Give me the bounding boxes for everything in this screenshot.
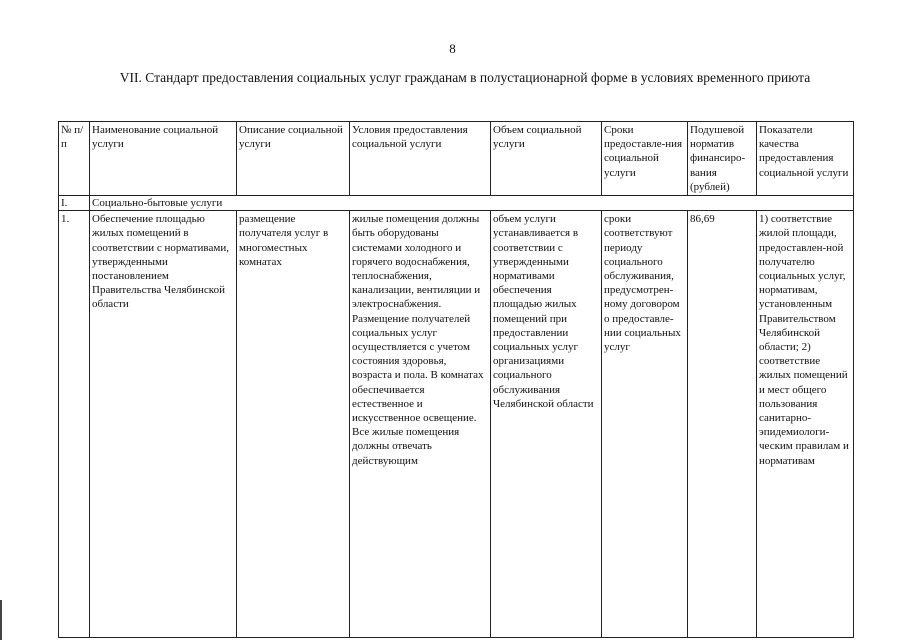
header-conditions: Условия предоставления социальной услуги xyxy=(350,122,491,196)
header-description: Описание социальной услуги xyxy=(237,122,350,196)
row-service-name: Обеспечение площадью жилых помещений в соответствии с нормативами, утвержденными постановлением Правительства Челябинской области xyxy=(90,211,237,638)
document-title: VII. Стандарт предоставления социальных услуг гражданам в полустационарной форме в условиях временного приюта xyxy=(119,70,811,85)
header-number: № п/п xyxy=(59,122,90,196)
section-row xyxy=(59,196,854,211)
row-funding-norm: 86,69 xyxy=(688,211,757,638)
header-service-name: Наименование социальной услуги xyxy=(90,122,237,196)
header-quality-indicators: Показатели качества предоставления социальной услуги xyxy=(757,122,854,196)
row-term: сроки соответствуют периоду социального обслуживания, предусмотрен-ному договором о предоставле-нии социальных услуг xyxy=(602,211,688,638)
row-description: размещение получателя услуг в многоместных комнатах xyxy=(237,211,350,638)
header-funding-norm: Подушевой норматив финансиро-вания (рублей) xyxy=(688,122,757,196)
section-name: Социально-бытовые услуги xyxy=(90,196,854,211)
header-volume: Объем социальной услуги xyxy=(491,122,602,196)
row-conditions: жилые помещения должны быть оборудованы системами холодного и горячего водоснабжения, теплоснабжения, канализации, вентиляции и электроснабжения. Размещение получателей социальных услуг осуществляется с учетом состояния здоровья, возраста и пола. В комнатах обеспечивается естественное и искусственное освещение. Все жилые помещения должны отвечать действующим xyxy=(350,211,491,638)
header-term: Сроки предоставле-ния социальной услуги xyxy=(602,122,688,196)
row-quality-indicators: 1) соответствие жилой площади, предоставлен-ной получателю социальных услуг, нормативам, установленным Правительством Челябинской области; 2) соответствие жилых помещений и мест общего пользования санитарно-эпидемиологи-ческим правилам и нормативам xyxy=(757,211,854,638)
scan-edge-mark xyxy=(0,600,2,640)
table-row xyxy=(59,211,854,638)
row-number: 1. xyxy=(59,211,90,638)
table-header-row xyxy=(59,122,854,196)
row-volume: объем услуги устанавливается в соответствии с утвержденными нормативами обеспечения площадью жилых помещений при предоставлении социальных услуг организациями социального обслуживания Челябинской области xyxy=(491,211,602,638)
section-number: I. xyxy=(59,196,90,211)
page-number: 8 xyxy=(449,41,456,56)
services-standard-table xyxy=(58,121,854,638)
